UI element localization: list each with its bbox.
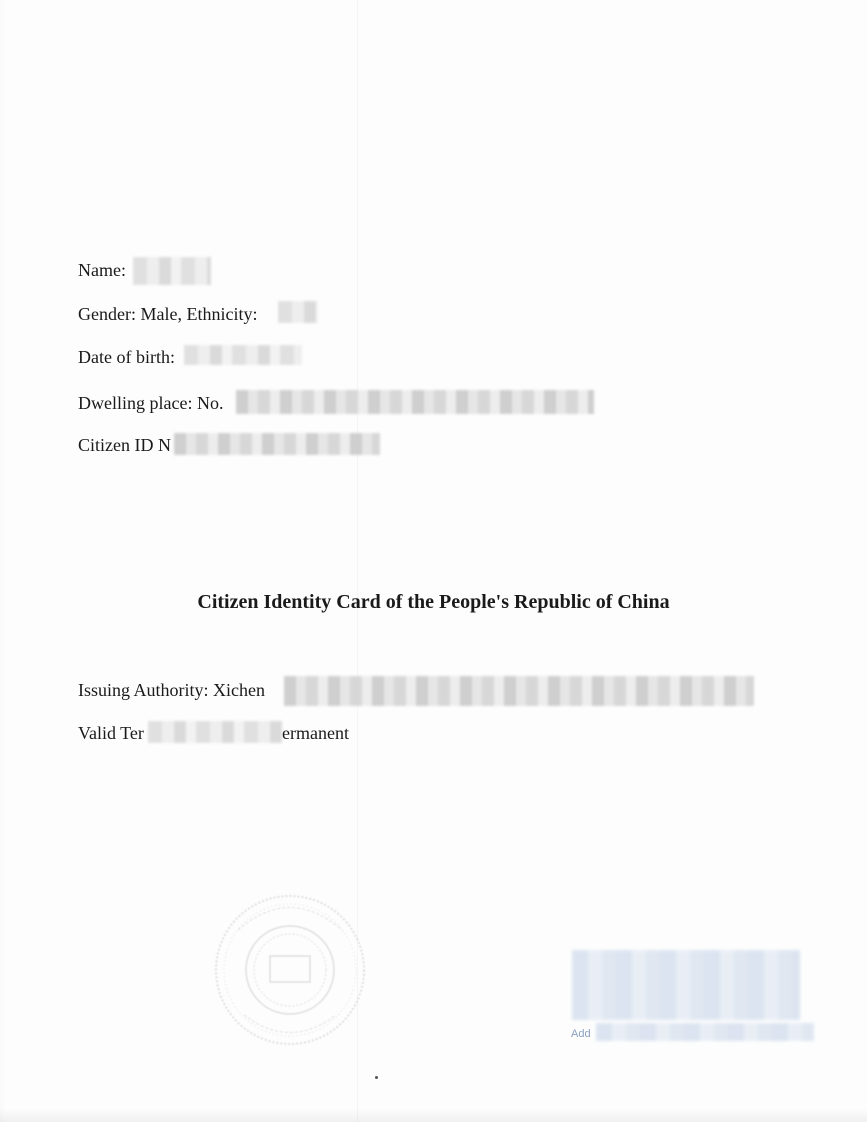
gender-ethnicity-field: [78, 303, 257, 325]
redacted-citizen-id: [174, 433, 380, 455]
dwelling-place-field: [78, 392, 223, 414]
redacted-name: [133, 257, 211, 285]
valid-term-field: [78, 722, 144, 744]
redacted-ethnicity: [278, 301, 318, 323]
gender-ethnicity-label: Gender: Male, Ethnicity:: [78, 304, 258, 324]
issuing-authority-label: Issuing Authority: Xichen: [78, 680, 265, 700]
valid-term-suffix: [282, 722, 349, 744]
date-of-birth-label: Date of birth:: [78, 347, 175, 367]
redacted-valid-term: [148, 721, 282, 743]
redacted-dwelling-place: [236, 390, 594, 414]
redacted-contact-block: [572, 950, 800, 1020]
name-field: [78, 259, 126, 281]
seal-icon: [208, 890, 373, 1050]
redacted-address-line: [596, 1023, 814, 1041]
scan-speck: [375, 1076, 378, 1079]
date-of-birth-field: [78, 346, 175, 368]
valid-term-label: Valid Ter: [78, 723, 144, 743]
footer-address-prefix: Add: [571, 1028, 591, 1040]
name-label: Name:: [78, 260, 126, 280]
redacted-issuing-authority: [284, 676, 754, 706]
citizen-id-field: [78, 434, 171, 456]
issuing-authority-field: [78, 679, 265, 701]
valid-term-suffix-text: ermanent: [282, 723, 349, 743]
card-title: Citizen Identity Card of the People's Republic of China: [197, 591, 670, 613]
dwelling-place-label: Dwelling place: No.: [78, 393, 224, 413]
redacted-date-of-birth: [184, 345, 302, 365]
citizen-id-label: Citizen ID N: [78, 435, 171, 455]
